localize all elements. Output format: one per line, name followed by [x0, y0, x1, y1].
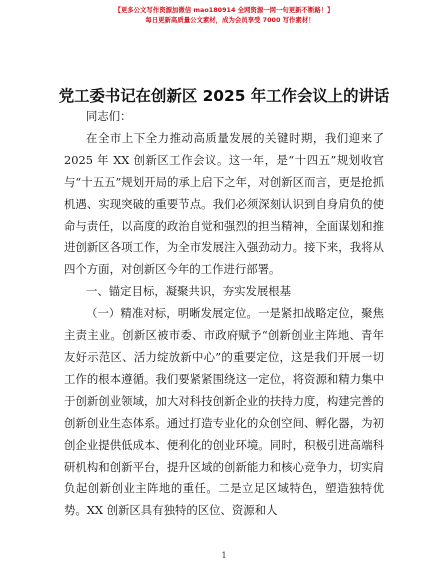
banner-line-1: 【更多公文写作资源加微信 mao180914 全网资源一网一句更新不断路！】	[114, 6, 334, 14]
document-title: 党工委书记在创新区 2025 年工作会议上的讲话	[58, 87, 390, 105]
salutation: 同志们：	[86, 109, 132, 123]
paragraph-section-1-1: （一）精准对标，明晰发展定位。一是紧扣战略定位，聚焦主责主业。创新区被市委、市政府赋予“创新创业主阵地、青年友好示范区、活力绽放新中心”的重要定位，这是我们开展一切工作的根本遵循。我们要紧紧围绕这一定位，将资源和精力集中于创新创业领域，加大对科技创新企业的扶持力度，构建完善的创新创业生态体系。通过打造专业化的众创空间、孵化器，为初创企业提供低成本、便利化的创业环境。同时，积极引进高端科研机构和创新平台，提升区域的创新能力和核心竞争力，切实肩负起创新创业主阵地的重任。二是立足区域特色，塑造独特优势。XX 创新区具有独特的区位、资源和人	[64, 306, 384, 518]
page-number: 1	[221, 551, 227, 560]
document-body	[64, 106, 384, 522]
banner-line-2: 每日更新高质量公文素材，成为会员享受 7000 写作素材！	[145, 16, 315, 24]
section-heading-1: 一、锚定目标，凝聚共识，夯实发展根基	[86, 284, 292, 299]
header-banner	[0, 5, 448, 25]
paragraph-intro: 在全市上下全力推动高质量发展的关键时期，我们迎来了 2025 年 XX 创新区工作会议。这一年，是“十四五”规划收官与“十五五”规划开局的承上启下之年，对创新区而言，更是抢抓机遇、实现突破的重要节点。我们必须深刻认识到自身肩负的使命与责任，以高度的政治自觉和强烈的担当精神，全面谋划和推进创新区各项工作，为全市发展注入强劲动力。接下来，我将从四个方面，对创新区今年的工作进行部署。	[64, 130, 384, 277]
